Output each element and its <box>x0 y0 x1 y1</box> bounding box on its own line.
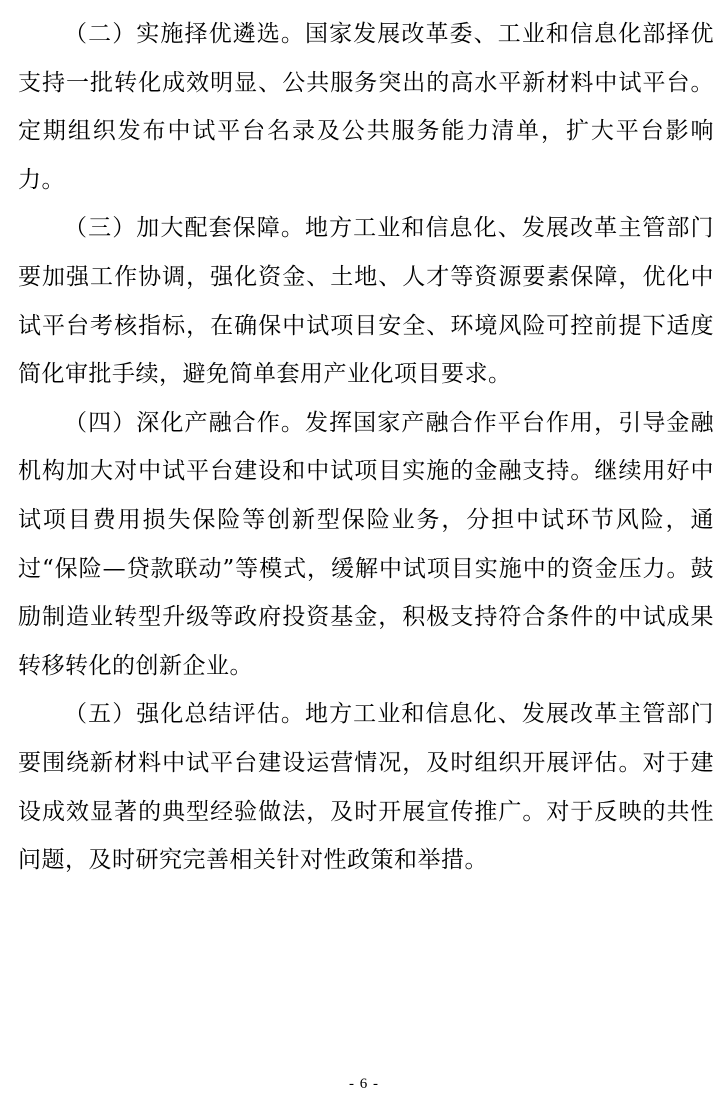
section-body-2: 国家发展改革委、工业和信息化部择优支持一批转化成效明显、公共服务突出的高水平新材料中试平台。定期组织发布中试平台名录及公共服务能力清单，扩大平台影响力。 <box>18 21 715 193</box>
section-heading-2: （二）实施择优遴选。 <box>64 21 305 47</box>
section-paragraph-2 <box>18 10 714 204</box>
section-paragraph-5 <box>18 690 714 884</box>
section-heading-3: （三）加大配套保障。 <box>64 215 305 242</box>
page-number: - 6 - <box>349 1076 379 1092</box>
section-paragraph-3 <box>18 204 714 398</box>
section-paragraph-4 <box>18 399 714 691</box>
section-body-5: 地方工业和信息化、发展改革主管部门要围绕新材料中试平台建设运营情况，及时组织开展评估。对于建设成效显著的典型经验做法，及时开展宣传推广。对于反映的共性问题，及时研究完善相关针对性政策和举措。 <box>18 701 715 874</box>
section-heading-5: （五）强化总结评估。 <box>64 701 305 728</box>
section-heading-4: （四）深化产融合作。 <box>64 409 305 436</box>
document-page <box>18 10 714 885</box>
section-body-3: 地方工业和信息化、发展改革主管部门要加强工作协调，强化资金、土地、人才等资源要素保障，优化中试平台考核指标，在确保中试项目安全、环境风险可控前提下适度简化审批手续，避免简单套用产业化项目要求。 <box>18 215 715 388</box>
section-body-4: 发挥国家产融合作平台作用，引导金融机构加大对中试平台建设和中试项目实施的金融支持。继续用好中试项目费用损失保险等创新型保险业务，分担中试环节风险，通过“保险—贷款联动”等模式，缓解中试项目实施中的资金压力。鼓励制造业转型升级等政府投资基金，积极支持符合条件的中试成果转移转化的创新企业。 <box>18 409 715 679</box>
